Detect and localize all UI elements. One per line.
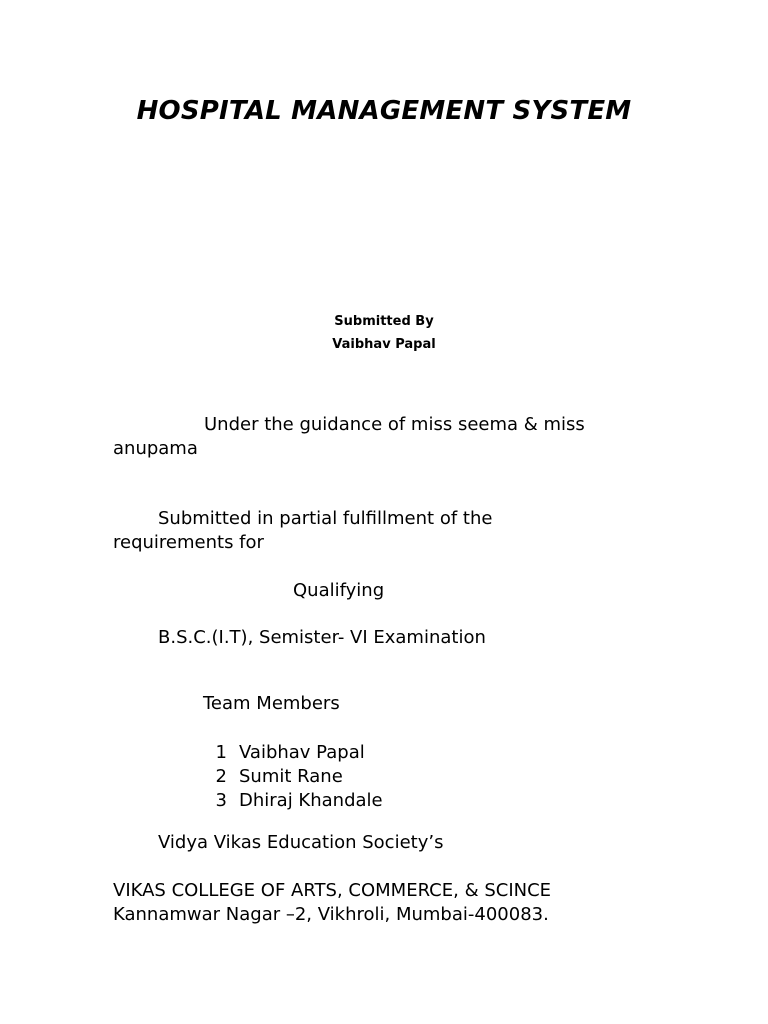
fulfillment-line-1: Submitted in partial fulfillment of the [158,508,493,529]
fulfillment-line-2: requirements for [113,532,264,553]
submitted-by-label: Submitted By [334,314,434,329]
author-name: Vaibhav Papal [332,337,436,352]
team-members-heading: Team Members [203,693,340,714]
list-item [194,765,383,789]
guidance-line-2: anupama [113,438,198,459]
member-number: 2 [215,766,227,787]
guidance-line-1: Under the guidance of miss seema & miss [204,414,585,435]
college-name: VIKAS COLLEGE OF ARTS, COMMERCE, & SCINCE [113,880,552,901]
society-name: Vidya Vikas Education Society’s [158,832,444,853]
member-name: Sumit Rane [239,766,343,787]
member-name: Vaibhav Papal [239,742,365,763]
team-members-list [194,741,383,813]
qualifying-text: Qualifying [293,580,385,601]
member-name: Dhiraj Khandale [239,790,383,811]
document-title: HOSPITAL MANAGEMENT SYSTEM [136,96,632,126]
member-number: 1 [215,742,227,763]
list-item [194,789,383,813]
examination-text: B.S.C.(I.T), Semister- VI Examination [158,627,486,648]
member-number: 3 [215,790,227,811]
college-address: Kannamwar Nagar –2, Vikhroli, Mumbai-400083. [113,904,549,925]
list-item [194,741,383,765]
